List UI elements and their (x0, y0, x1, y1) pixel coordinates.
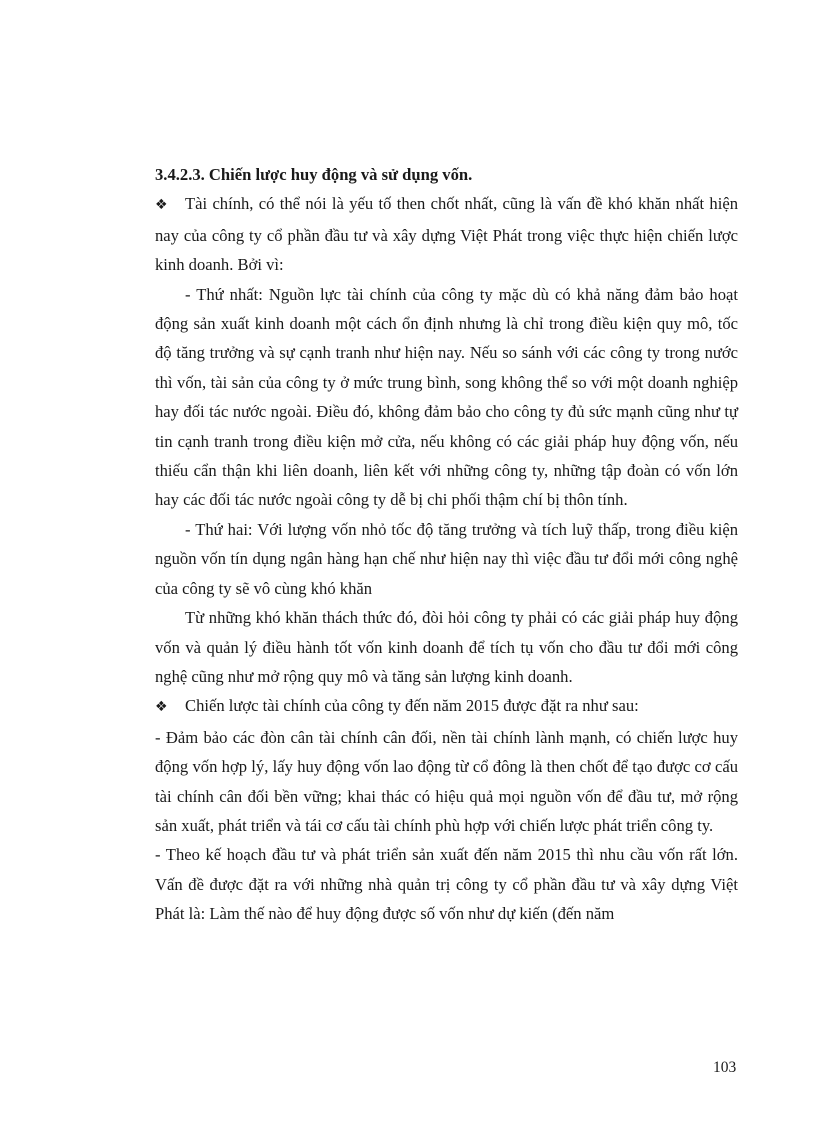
paragraph-strategy-plan: - Theo kế hoạch đầu tư và phát triển sản xuất đến năm 2015 thì nhu cầu vốn rất lớn. Vấn đề được đặt ra với những nhà quản trị công ty cổ phần đầu tư và xây dựng Việt Phát là: Làm thế nào để huy động được số vốn như dự kiến (đến năm (155, 845, 738, 924)
diamond-four-petal-icon: ❖ (155, 197, 168, 214)
paragraph-conclusion: Từ những khó khăn thách thức đó, đòi hỏi công ty phải có các giải pháp huy động vốn và quản lý điều hành tốt vốn kinh doanh để tích tụ vốn cho đầu tư đổi mới công nghệ cũng như mở rộng quy mô và tăng sản lượng kinh doanh. (155, 608, 738, 686)
paragraph-strategy-balance: - Đảm bảo các đòn cân tài chính cân đối, nền tài chính lành mạnh, có chiến lược huy động vốn hợp lý, lấy huy động vốn lao động từ cổ đông là then chốt để tạo được cơ cấu tài chính cân đối bền vững; khai thác có hiệu quả mọi nguồn vốn để đầu tư, mở rộng sản xuất, phát triển và tái cơ cấu tài chính phù hợp với chiến lược phát triển công ty. (155, 727, 738, 835)
paragraph-text: Tài chính, có thể nói là yếu tố then chốt nhất, cũng là vấn đề khó khăn nhất hiện nay của công ty cổ phần đầu tư và xây dựng Việt Phát trong việc thực hiện chiến lược kinh doanh. Bởi vì: (155, 194, 738, 275)
paragraph-strategy-intro (155, 691, 738, 722)
page-body (155, 160, 738, 929)
page-number: 103 (713, 1059, 737, 1076)
paragraph-first-reason: - Thứ nhất: Nguồn lực tài chính của công ty mặc dù có khả năng đảm bảo hoạt động sản xuất kinh doanh một cách ổn định nhưng là chỉ trong điều kiện quy mô, tốc độ tăng trưởng và sự cạnh tranh như hiện nay. Nếu so sánh với các công ty trong nước thì vốn, tài sản của công ty ở mức trung bình, song không thể so với một doanh nghiệp hay đối tác nước ngoài. Điều đó, không đảm bảo cho công ty đủ sức mạnh cũng như tự tin cạnh tranh trong điều kiện mở cửa, nếu không có các giải pháp huy động vốn, nếu thiếu cẩn thận khi liên doanh, liên kết với những công ty, những tập đoàn có vốn lớn hay các đối tác nước ngoài công ty dễ bị chi phối thậm chí bị thôn tính. (155, 284, 738, 510)
paragraph-text: Chiến lược tài chính của công ty đến năm 2015 được đặt ra như sau: (185, 696, 639, 716)
paragraph-finance-intro (155, 189, 738, 279)
paragraph-second-reason: - Thứ hai: Với lượng vốn nhỏ tốc độ tăng trưởng và tích luỹ thấp, trong điều kiện nguồn vốn tín dụng ngân hàng hạn chế như hiện nay thì việc đầu tư đổi mới công nghệ của công ty sẽ vô cùng khó khăn (155, 519, 738, 598)
section-heading: 3.4.2.3. Chiến lược huy động và sử dụng vốn. (155, 165, 473, 184)
diamond-four-petal-icon: ❖ (155, 699, 168, 716)
